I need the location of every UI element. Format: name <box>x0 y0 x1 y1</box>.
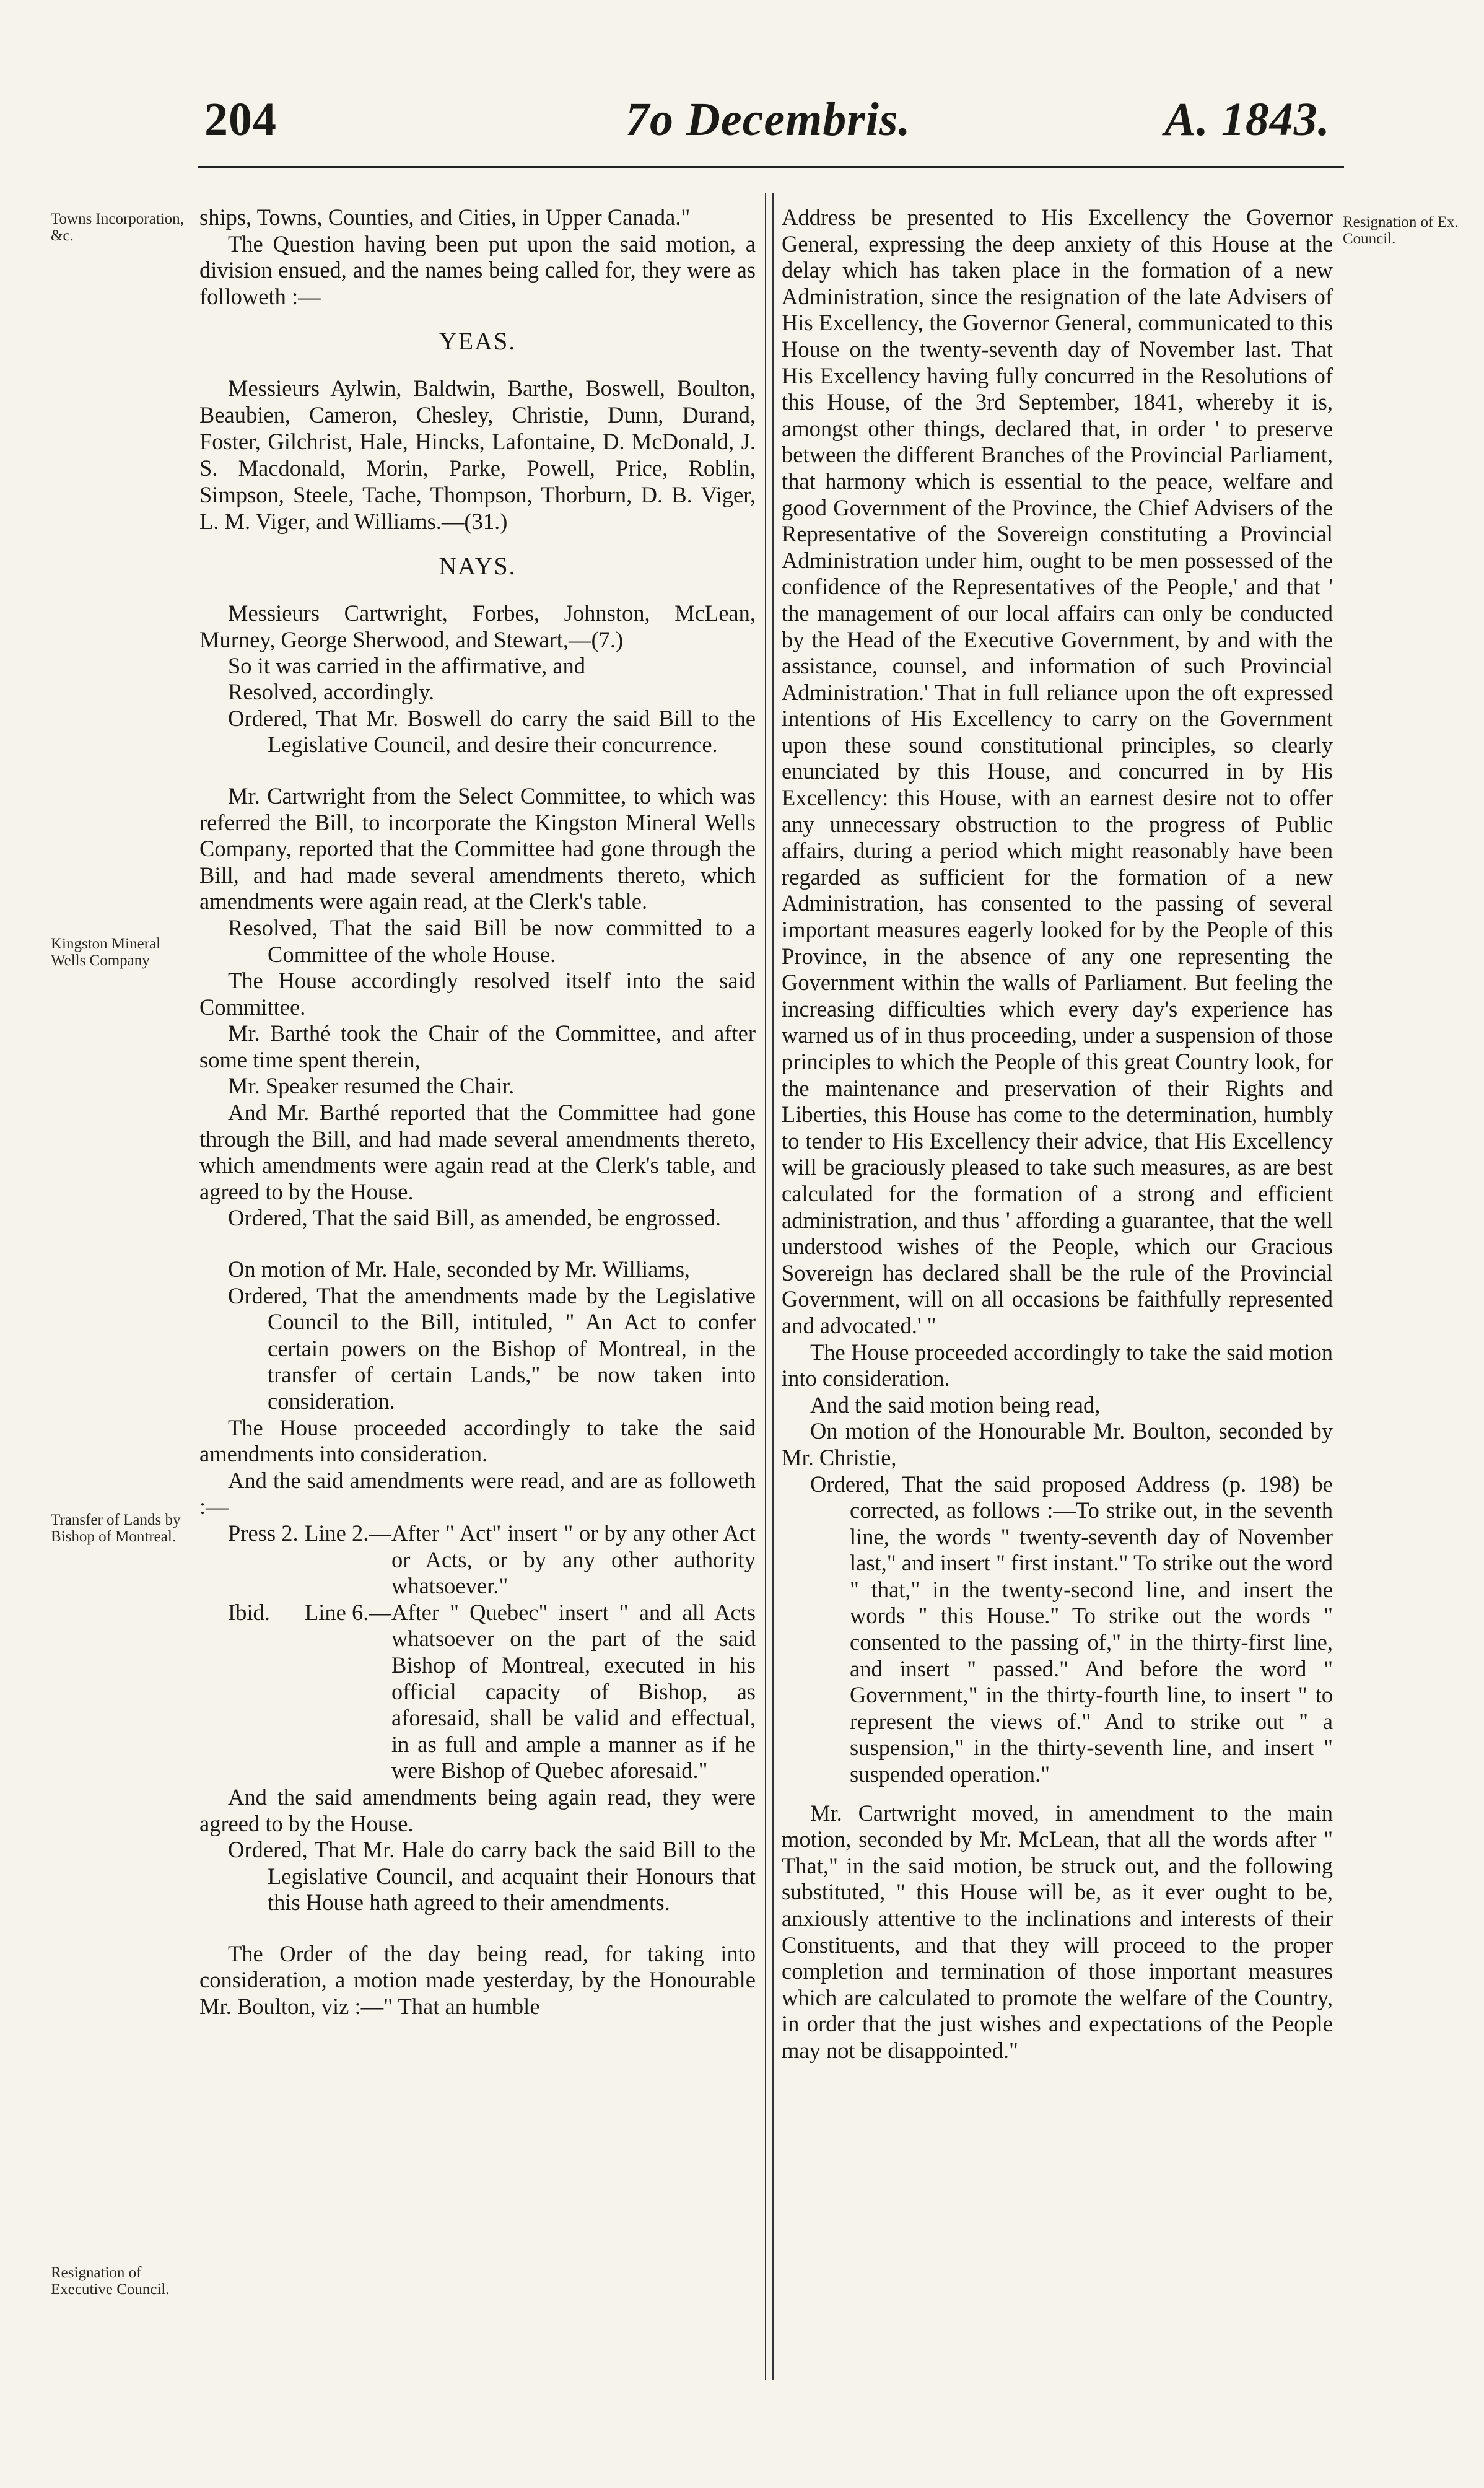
amendment-2-line: Line 6.— <box>305 1599 391 1625</box>
left-agreed: And the said amendments being again read, they were agreed to by the House. <box>199 1784 756 1836</box>
margin-note-resignation-right: Resignation of Ex. Council. <box>1343 214 1459 247</box>
margin-note-transfer: Transfer of Lands by Bishop of Montreal. <box>51 1512 181 1545</box>
left-kingston-report: Mr. Cartwright from the Select Committee, to which was referred the Bill, to incorporate the Kingston Mineral Wells Company, reported that the Committee had gone through the Bill, and had made several amendments thereto, which amendments were again read, at the Clerk's table. <box>199 782 756 914</box>
amendment-1-ref: Press 2. <box>228 1520 299 1546</box>
left-ordered-3: Ordered, That the amendments made by the Legislative Council to the Bill, intituled, " An Act to confer certain powers on the Bishop of Montreal, in the transfer of certain Lands," be now taken into consideration. <box>228 1282 756 1414</box>
amendment-1-line: Line 2.— <box>305 1520 391 1546</box>
page-year: A. 1843. <box>1164 94 1330 146</box>
left-order-of-day: The Order of the day being read, for taking into consideration, a motion made yesterday, by the Honourable Mr. Boulton, viz :—" That an humble <box>199 1940 756 2020</box>
left-ordered-1: Ordered, That Mr. Boswell do carry the said Bill to the Legislative Council, and desire their concurrence. <box>228 705 756 758</box>
right-ordered: Ordered, That the said proposed Address (p. 198) be corrected, as follows :—To strike out, in the seventh line, the words " twenty-seventh day of November last," and insert " first instant." To strike out the word " that," in the twenty-second line, and insert the words " this House." To strike out the words " consented to the passing of," in the thirty-first line, and insert " passed." And before the word " Government," in the thirty-fourth line, to insert " to represent the views of." And to strike out " a suspension," in the thirty-seventh line, and insert " suspended operation." <box>810 1471 1333 1787</box>
amendment-2-ref: Ibid. <box>228 1599 270 1625</box>
amendment-2 <box>199 1600 756 1784</box>
right-cartwright-amendment: Mr. Cartwright moved, in amendment to the main motion, seconded by Mr. McLean, that all the words after " That," in the said motion, be struck out, and the following substituted, " this House will be, as it ever ought to be, anxiously attentive to the inclinations and interests of their Constituents, and that they will proceed to the proper completion and termination of those important measures which are calculated to promote the welfare of the Country, in order that the just wishes and expectations of the People may not be disappointed." <box>782 1800 1333 2063</box>
yeas-heading: YEAS. <box>439 327 517 356</box>
left-p1: ships, Towns, Counties, and Cities, in Upper Canada." <box>199 204 691 230</box>
yeas-names: Messieurs Aylwin, Baldwin, Barthe, Boswell, Boulton, Beaubien, Cameron, Chesley, Christie, Dunn, Durand, Foster, Gilchrist, Hale, Hincks, Lafontaine, D. McDonald, J. S. Macdonald, Morin, Parke, Powell, Price, Roblin, Simpson, Steele, Tache, Thompson, Thorburn, D. B. Viger, L. M. Viger, and Williams.—(31.) <box>199 375 756 534</box>
amendment-1 <box>199 1520 756 1600</box>
left-ordered-2: Ordered, That the said Bill, as amended, be engrossed. <box>228 1205 722 1231</box>
left-resolved-2: Resolved, That the said Bill be now committed to a Committee of the whole House. <box>228 914 756 967</box>
amendment-1-text: After " Act" insert " or by any other Act or Acts, or by any other authority whatsoever." <box>391 1520 756 1599</box>
left-p2: The Question having been put upon the said motion, a division ensued, and the names being called for, they were as followeth :— <box>199 230 756 309</box>
header-rule <box>198 166 1344 168</box>
left-house-resolved: The House accordingly resolved itself into the said Committee. <box>199 968 756 1020</box>
margin-note-kingston: Kingston Mineral Wells Company <box>51 935 161 969</box>
margin-note-towns: Towns Incorporation, &c. <box>51 211 184 244</box>
column-divider-left <box>765 193 766 2380</box>
right-address: Address be presented to His Excellency the Governor General, expressing the deep anxiety of this House at the delay which has taken place in the formation of a new Administration, since the resignation of the late Advisers of His Excellency, the Governor General, communicated to this House on the twenty-seventh day of November last. That His Excellency having fully concurred in the Resolutions of this House, of the 3rd September, 1841, whereby it is, amongst other things, declared that, in order ' to preserve between the different Branches of the Provincial Parliament, that harmony which is essential to the peace, welfare and good Government of the Province, the Chief Advisers of the Representative of the Sovereign constituting a Provincial Administration under him, ought to be men possessed of the confidence of the Representatives of the People,' and that ' the management of our local affairs can only be conducted by the Head of the Executive Government, by and with the assistance, counsel, and information of such Provincial Administration.' That in full reliance upon the oft expressed intentions of His Excellency to carry on the Government upon these sound constitutional principles, so clearly enunciated by this House, and concurred in by His Excellency: this House, with an earnest desire not to offer any unnecessary obstruction to the progress of Public affairs, during a period which might reasonably have been regarded as sufficient for the formation of a new Administration, has consented to the passing of several important measures eagerly looked for by the People of this Province, in the absence of any one representing the Government within the walls of Parliament. But feeling the increasing difficulties which every day's experience has warned us of in thus proceeding, under a suspension of those principles to which the People of this great Country look, for the maintenance and preservation of their Rights and Liberties, this House has come to the determination, humbly to tender to His Excellency their advice, that His Excellency will be graciously pleased to take such measures, as are best calculated for the formation of a strong and efficient administration, and thus ' affording a guarantee, that the well understood wishes of the People, which our Gracious Sovereign has declared shall be the rule of the Provincial Government, will on all occasions be faithfully represented and advocated.' " <box>782 204 1333 1338</box>
right-motion-read: And the said motion being read, <box>810 1391 1101 1417</box>
column-divider-right <box>772 193 774 2380</box>
left-ordered-4: Ordered, That Mr. Hale do carry back the said Bill to the Legislative Council, and acquaint their Honours that this House hath agreed to their amendments. <box>228 1837 756 1916</box>
page-date: 7o Decembris. <box>626 94 911 146</box>
amendment-2-text: After " Quebec" insert " and all Acts whatsoever on the part of the said Bishop of Montreal, executed in his official capacity of Bishop, as aforesaid, shall be valid and effectual, in as full and ample a manner as if he were Bishop of Quebec aforesaid." <box>391 1599 756 1784</box>
left-carried: So it was carried in the affirmative, and <box>228 652 586 678</box>
right-proceeded: The House proceeded accordingly to take the said motion into consideration. <box>782 1339 1333 1391</box>
nays-heading: NAYS. <box>439 551 517 580</box>
left-barthe-chair: Mr. Barthé took the Chair of the Committee, and after some time spent therein, <box>199 1020 756 1072</box>
left-speaker: Mr. Speaker resumed the Chair. <box>228 1073 515 1099</box>
left-barthe-report: And Mr. Barthé reported that the Committee had gone through the Bill, and had made several amendments thereto, which amendments were again read at the Clerk's table, and agreed to by the House. <box>199 1100 756 1204</box>
left-column <box>199 204 756 2020</box>
left-motion-hale: On motion of Mr. Hale, seconded by Mr. Williams, <box>228 1256 691 1282</box>
right-motion-boulton: On motion of the Honourable Mr. Boulton, seconded by Mr. Christie, <box>782 1418 1333 1470</box>
nays-names: Messieurs Cartwright, Forbes, Johnston, McLean, Murney, George Sherwood, and Stewart,—(7.) <box>199 600 756 652</box>
right-column <box>782 204 1333 2064</box>
left-proceeded: The House proceeded accordingly to take the said amendments into consideration. <box>199 1414 756 1467</box>
margin-note-resignation-left: Resignation of Executive Council. <box>51 2264 170 2298</box>
left-resolved-1: Resolved, accordingly. <box>228 679 435 705</box>
left-amend-read: And the said amendments were read, and are as followeth :— <box>199 1467 756 1520</box>
page-number: 204 <box>204 94 277 146</box>
